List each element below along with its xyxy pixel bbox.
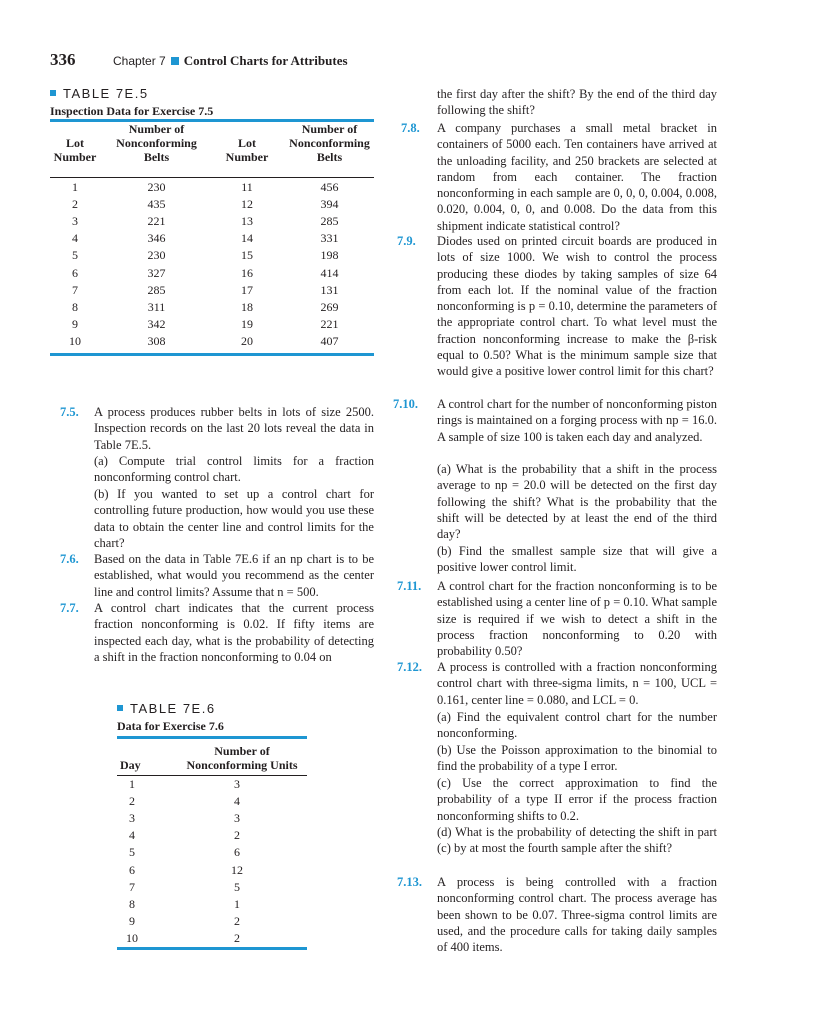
table-row [50, 197, 374, 214]
ex710-part-a: (a) What is the probability that a shift in the process average to np = 20.0 will be detected on the first day following the shift? What is the probability that the shift will be detected by at least the end of the third day? [437, 462, 717, 542]
page-header [50, 50, 770, 72]
nonconforming-units-cell: 1 [234, 896, 240, 911]
ex77-continuation: the first day after the shift? By the end of the third day following the shift? [437, 87, 717, 118]
lot-number-cell: 19 [241, 316, 253, 331]
table75-bottom-rule [50, 353, 374, 356]
ex75-part-a [94, 453, 374, 486]
lot-number-cell: 13 [241, 214, 253, 229]
table-row [117, 863, 307, 880]
table76-subtitle: Data for Exercise 7.6 [117, 719, 224, 733]
day-cell: 3 [129, 811, 135, 826]
ex76-number: 7.6. [60, 552, 79, 566]
nonconforming-belts-cell: 198 [320, 248, 339, 263]
table75-col-nc-label-1: Number of Nonconforming Belts [116, 122, 197, 164]
ex710-number: 7.10. [393, 397, 418, 411]
lot-number-cell: 14 [241, 231, 253, 246]
table-row [117, 828, 307, 845]
nonconforming-belts-cell: 331 [320, 231, 339, 246]
table-row [50, 248, 374, 265]
nonconforming-belts-cell: 414 [320, 265, 339, 280]
table75-col-nc-2 [278, 122, 381, 164]
table75-col-lot-1 [50, 136, 100, 164]
table76-bottom-rule [117, 947, 307, 950]
table75-col-lot-label-2: Lot Number [225, 136, 269, 164]
day-cell: 6 [129, 862, 135, 877]
ex710-part-b: (b) Find the smallest sample size that will give a positive lower control limit. [437, 544, 717, 575]
table76-col-nc-label: Number of Nonconforming Units [186, 744, 298, 772]
table76-top-rule [117, 736, 307, 739]
lot-number-cell: 6 [72, 265, 78, 280]
table-row [117, 794, 307, 811]
ex75-part-b-text: (b) If you wanted to set up a control chart for controlling future production, how would you use these data to obtain the center line and control limits for the chart? [94, 487, 374, 550]
lot-number-cell: 18 [241, 299, 253, 314]
nonconforming-units-cell: 2 [234, 930, 240, 945]
ex713-number: 7.13. [397, 875, 422, 889]
ex712-number: 7.12. [397, 660, 422, 674]
ex75-part-a-text: (a) Compute trial control limits for a fraction nonconforming control chart. [94, 454, 374, 485]
day-cell: 1 [129, 777, 135, 791]
table75-title: TABLE 7E.5 [63, 86, 149, 101]
table-row [50, 317, 374, 334]
ex712-part-b: (b) Use the Poisson approximation to the binomial to find the probability of a type I error. [437, 743, 717, 774]
nonconforming-units-cell: 12 [231, 862, 243, 877]
nonconforming-belts-cell: 285 [147, 282, 166, 297]
nonconforming-belts-cell: 435 [147, 197, 166, 212]
ex79-number: 7.9. [397, 234, 416, 248]
table76-caption [117, 701, 307, 734]
table-row [50, 180, 374, 197]
nonconforming-belts-cell: 311 [147, 299, 166, 314]
table-row [117, 914, 307, 931]
nonconforming-belts-cell: 131 [320, 282, 339, 297]
ex712-part-d: (d) What is the probability of detecting the shift in part (c) by at most the fourth sample after the shift? [437, 825, 717, 856]
lot-number-cell: 16 [241, 265, 253, 280]
day-cell: 8 [129, 896, 135, 911]
nonconforming-belts-cell: 394 [320, 197, 339, 212]
table-row [50, 231, 374, 248]
nonconforming-belts-cell: 230 [147, 248, 166, 263]
table-bullet-icon [117, 705, 123, 711]
table-row [117, 880, 307, 897]
nonconforming-units-cell: 3 [234, 777, 240, 791]
table-row [50, 214, 374, 231]
running-head [113, 53, 348, 69]
table-row [117, 777, 307, 794]
table-row [117, 897, 307, 914]
ex711-number: 7.11. [397, 579, 422, 593]
table75-col-nc-1 [105, 122, 208, 164]
ex712-part-a: (a) Find the equivalent control chart for the number nonconforming. [437, 710, 717, 741]
lot-number-cell: 3 [72, 214, 78, 229]
lot-number-cell: 11 [241, 180, 253, 194]
lot-number-cell: 8 [72, 299, 78, 314]
table-bullet-icon [50, 90, 56, 96]
day-cell: 10 [126, 930, 138, 945]
lot-number-cell: 20 [241, 333, 253, 348]
day-cell: 9 [129, 913, 135, 928]
table75-caption [50, 86, 374, 119]
lot-number-cell: 7 [72, 282, 78, 297]
ex79-text: Diodes used on printed circuit boards are produced in lots of size 1000. We wish to control the process producing these diodes by taking samples of size 64 from each lot. If the nominal value of the fraction nonconforming is p = 0.10, determine the parameters of the appropriate control chart. To what level must the fraction nonconforming increase to make the β-risk equal to 0.50? What is the minimum sample size that would give a positive lower control limit for this chart? [437, 234, 717, 379]
table76-col-nc [177, 744, 307, 772]
nonconforming-belts-cell: 407 [320, 333, 339, 348]
table-row [117, 845, 307, 862]
table75-header-rule [50, 177, 374, 178]
ex75-part-b [94, 486, 374, 551]
nonconforming-units-cell: 6 [234, 845, 240, 860]
nonconforming-units-cell: 4 [234, 794, 240, 809]
table-row [117, 931, 307, 948]
table-row [117, 811, 307, 828]
table76-header-rule [117, 775, 307, 776]
day-cell: 5 [129, 845, 135, 860]
day-cell: 2 [129, 794, 135, 809]
ex713-text: A process is being controlled with a fraction nonconforming control chart. The process average has been shown to be 0.07. Three-sigma control limits are used, and the procedure calls for taking daily samples of 400 items. [437, 875, 717, 955]
table75-col-nc-label-2: Number of Nonconforming Belts [289, 122, 370, 164]
lot-number-cell: 4 [72, 231, 78, 246]
nonconforming-units-cell: 2 [234, 828, 240, 843]
lot-number-cell: 9 [72, 316, 78, 331]
nonconforming-units-cell: 3 [234, 811, 240, 826]
lot-number-cell: 15 [241, 248, 253, 263]
ex75-number: 7.5. [60, 405, 79, 419]
table75-col-lot-2 [222, 136, 272, 164]
ex76-text: Based on the data in Table 7E.6 if an np chart is to be established, what would you recommend as the center line and control limits? Assume that n = 500. [94, 552, 374, 599]
nonconforming-belts-cell: 308 [147, 333, 166, 348]
ex78-number: 7.8. [401, 121, 420, 135]
ex77-text: A control chart indicates that the current process fraction nonconforming is 0.02. If fifty items are inspected each day, what is the probability of detecting a shift in the fraction nonconforming to 0.04 on [94, 601, 374, 664]
table-row [50, 334, 374, 351]
chapter-label: Chapter 7 [113, 54, 166, 68]
ex710-text: A control chart for the number of nonconforming piston rings is maintained on a forging process with np = 16.0. A sample of size 100 is taken each day and analyzed. [437, 397, 717, 444]
table76-title: TABLE 7E.6 [130, 701, 216, 716]
nonconforming-belts-cell: 285 [320, 214, 339, 229]
nonconforming-units-cell: 5 [234, 879, 240, 894]
lot-number-cell: 2 [72, 197, 78, 212]
lot-number-cell: 12 [241, 197, 253, 212]
nonconforming-belts-cell: 230 [147, 180, 166, 194]
table-row [50, 266, 374, 283]
nonconforming-belts-cell: 221 [147, 214, 166, 229]
table75-subtitle: Inspection Data for Exercise 7.5 [50, 104, 214, 118]
ex78-text: A company purchases a small metal bracket in containers of 5000 each. Ten containers have arrived at the unloading facility, and 250 brackets are selected at random from each container. The fraction nonconforming in each sample are 0, 0, 0, 0.004, 0.008, 0.020, 0.004, 0, 0, and 0.008. Do the data from this shipment indicate statistical control? [437, 121, 717, 233]
table-row [50, 300, 374, 317]
nonconforming-belts-cell: 327 [147, 265, 166, 280]
lot-number-cell: 1 [72, 180, 78, 194]
ex712-part-c: (c) Use the correct approximation to find the probability of a type II error if the process fraction nonconforming shifts to 0.2. [437, 776, 717, 823]
table75-col-lot-label-1: Lot Number [53, 136, 97, 164]
lot-number-cell: 10 [69, 333, 81, 348]
lot-number-cell: 17 [241, 282, 253, 297]
day-cell: 7 [129, 879, 135, 894]
nonconforming-belts-cell: 221 [320, 316, 339, 331]
ex712-text: A process is controlled with a fraction nonconforming control chart with three-sigma limits, n = 100, UCL = 0.161, center line = 0.080, and LCL = 0. [437, 660, 717, 707]
ex711-text: A control chart for the fraction nonconforming is to be established using a center line of p = 0.10. What sample size is required if we wish to detect a shift in the process fraction nonconforming to 0.20 with probability 0.50? [437, 579, 717, 659]
nonconforming-units-cell: 2 [234, 913, 240, 928]
lot-number-cell: 5 [72, 248, 78, 263]
chapter-title: Control Charts for Attributes [183, 53, 348, 68]
nonconforming-belts-cell: 269 [320, 299, 339, 314]
nonconforming-belts-cell: 456 [320, 180, 339, 194]
table76-col-day: Day [120, 758, 141, 772]
square-bullet-icon [171, 57, 179, 65]
table-row [50, 283, 374, 300]
ex77-number: 7.7. [60, 601, 79, 615]
day-cell: 4 [129, 828, 135, 843]
page-number: 336 [50, 50, 76, 69]
ex75-text: A process produces rubber belts in lots of size 2500. Inspection records on the last 20 lots reveal the data in Table 7E.5. [94, 405, 374, 452]
nonconforming-belts-cell: 346 [147, 231, 166, 246]
nonconforming-belts-cell: 342 [147, 316, 166, 331]
